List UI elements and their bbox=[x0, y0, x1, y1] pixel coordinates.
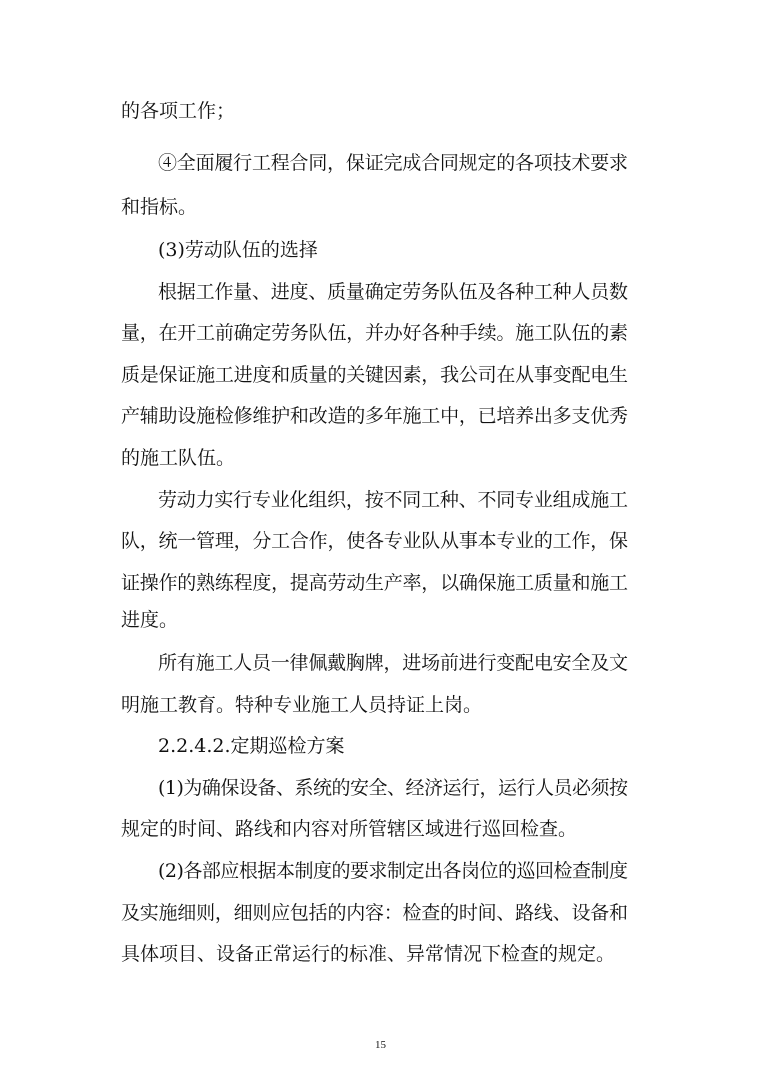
text-line: 队，统一管理，分工合作，使各专业队从事本专业的工作，保 bbox=[121, 530, 628, 552]
text-line: (2)各部应根据本制度的要求制定出各岗位的巡回检查制度 bbox=[158, 860, 628, 882]
text-line: 明施工教育。特种专业施工人员持证上岗。 bbox=[121, 694, 483, 716]
text-line: 根据工作量、进度、质量确定劳务队伍及各种工种人员数 bbox=[158, 281, 628, 303]
text-line: 具体项目、设备正常运行的标准、异常情况下检查的规定。 bbox=[121, 943, 616, 965]
text-line: 所有施工人员一律佩戴胸牌，进场前进行变配电安全及文 bbox=[158, 652, 628, 674]
text-line: 及实施细则，细则应包括的内容：检查的时间、路线、设备和 bbox=[121, 902, 628, 924]
text-line: 和指标。 bbox=[121, 196, 198, 218]
text-line: 的施工队伍。 bbox=[121, 447, 236, 469]
text-line: 劳动力实行专业化组织，按不同工种、不同专业组成施工 bbox=[158, 489, 628, 511]
text-line: 量，在开工前确定劳务队伍，并办好各种手续。施工队伍的素 bbox=[121, 322, 628, 344]
page-number: 15 bbox=[375, 1039, 386, 1051]
text-line: 进度。 bbox=[121, 609, 179, 631]
text-line: 质是保证施工进度和质量的关键因素，我公司在从事变配电生 bbox=[121, 364, 628, 386]
text-line: 规定的时间、路线和内容对所管辖区域进行巡回检查。 bbox=[121, 818, 578, 840]
section-heading: 2.2.4.2.定期巡检方案 bbox=[158, 735, 345, 757]
text-line: (1)为确保设备、系统的安全、经济运行，运行人员必须按 bbox=[158, 777, 628, 799]
text-line: 的各项工作； bbox=[121, 100, 236, 122]
text-line: ④全面履行工程合同，保证完成合同规定的各项技术要求 bbox=[158, 152, 628, 174]
section-heading: (3)劳动队伍的选择 bbox=[158, 239, 318, 261]
text-line: 证操作的熟练程度，提高劳动生产率，以确保施工质量和施工 bbox=[121, 572, 628, 594]
text-line: 产辅助设施检修维护和改造的多年施工中，已培养出多支优秀 bbox=[121, 405, 628, 427]
